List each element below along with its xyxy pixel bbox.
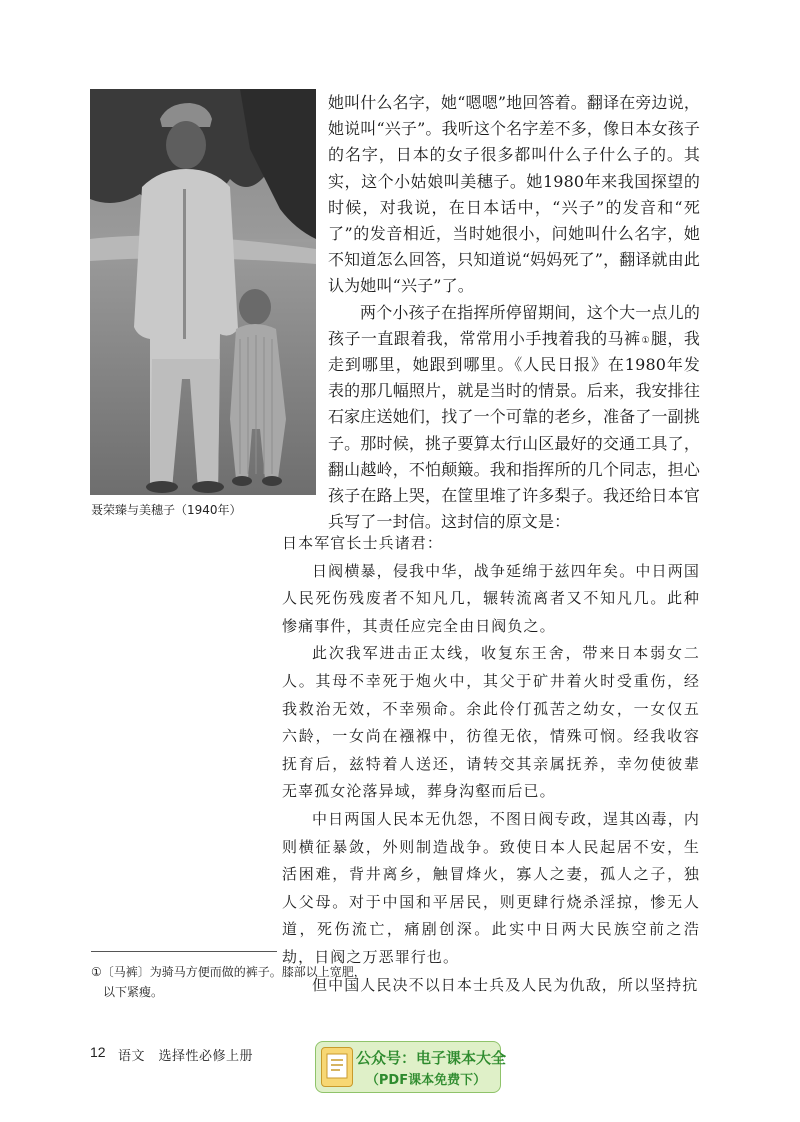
footnote-line: 以下紧瘦。: [103, 985, 164, 999]
text-line: “兴子”了。: [392, 276, 474, 296]
photo-caption: 聂荣臻与美穗子（1940年）: [91, 503, 242, 517]
footnote: [91, 962, 381, 1002]
photo-illustration: [90, 89, 316, 495]
letter-salutation: 日本军官长士兵诸君：: [282, 534, 444, 552]
footnote-marker[interactable]: ①: [641, 335, 650, 346]
body-text: [328, 90, 700, 535]
footnote-line: ①〔马裤〕为骑马方便而做的裤子。膝部以上宽肥，: [91, 965, 366, 979]
watermark-line-1: 公众号：电子课本大全: [356, 1049, 507, 1067]
text-line: 音相近，当时她很小，问她叫什么名字，她不知道怎: [328, 224, 701, 270]
text-line: 这个小姑娘叫美穗子。她1980年来我国探望的时候，: [328, 171, 700, 217]
text-line: 她说叫“兴子”。我听这个名字差不多，像日本女孩子: [328, 119, 700, 139]
letter-paragraph: 中日两国人民本无仇怨，不图日阀专政，逞其凶毒，内则横征暴敛，外则制造战争。致使日本人民起居不安，生活困难，背井离乡，触冒烽火，寡人之妻，孤人之子，独人父母。对于中国和平居民，则更肆行烧杀淫掠，惨无人道，死伤流亡，痛剧创深。此实中日两大民族空前之浩劫，日阀之万恶罪行也。: [282, 809, 700, 966]
footnote-divider: [91, 951, 277, 952]
paragraph-2: [328, 300, 700, 536]
letter-paragraph: 此次我军进击正太线，收复东王舍，带来日本弱女二人。其母不幸死于炮火中，其父于矿井着火时受重伤，经我救治无效，不幸殒命。余此伶仃孤苦之幼女，一女仅五六龄，一女尚在襁褓中，彷徨无依，情殊可悯。经我收容抚育后，兹特着人送还，请转交其亲属抚养，幸勿使彼辈无辜孤女沦落异域，葬身沟壑而后已。: [282, 644, 700, 801]
text-line: 对我说，在日本话中，“兴子”的发音和“死了”的发: [328, 197, 701, 244]
page-number: 12: [90, 1044, 106, 1060]
running-head: 语文 选择性必修上册: [118, 1049, 254, 1064]
text-line: 的名字，日本的女子很多都叫什么子什么子的。其实，: [328, 145, 700, 191]
book-logo-icon-svg: [322, 1048, 352, 1086]
letter-paragraph: 但中国人民决不以日本士兵及人民为仇敌，所以坚持抗: [312, 975, 699, 994]
book-logo-icon: [321, 1047, 353, 1087]
text-line: 么回答，只知道说“妈妈死了”，翻译就由此认为她叫: [328, 250, 700, 296]
historical-photo: [90, 89, 316, 495]
letter-paragraph: 日阀横暴，侵我中华，战争延绵于兹四年矣。中日两国人民死伤残废者不知凡几，辗转流离者又不知凡几。此种惨痛事件，其责任应完全由日阀负之。: [282, 561, 700, 635]
paragraph-1: [328, 90, 700, 300]
watermark-line-2: （PDF课本免费下）: [365, 1073, 487, 1088]
letter-block: [282, 530, 700, 999]
watermark-badge: [315, 1041, 507, 1093]
text-line: 她叫什么名字，她“嗯嗯”地回答着。翻译在旁边说，: [328, 93, 700, 112]
paragraph-2-end: 腿，我走到哪里，她跟到哪里。《人民日报》在1980年发表的那几幅照片，就是当时的情景。后来，我安排往石家庄送她们，找了一个可靠的老乡，准备了一副挑子。那时候，挑子要算太行山区最好的交通工具了，翻山越岭，不怕颠簸。我和指挥所的几个同志，担心孩子在路上哭，在筐里堆了许多梨子。我还给日本官兵写了一封信。这封信的原文是：: [328, 328, 700, 532]
paragraph-2-start: 两个小孩子在指挥所停留期间，这个大一点儿的孩子一直跟着我，常常用小手拽着我的马裤: [328, 302, 700, 348]
